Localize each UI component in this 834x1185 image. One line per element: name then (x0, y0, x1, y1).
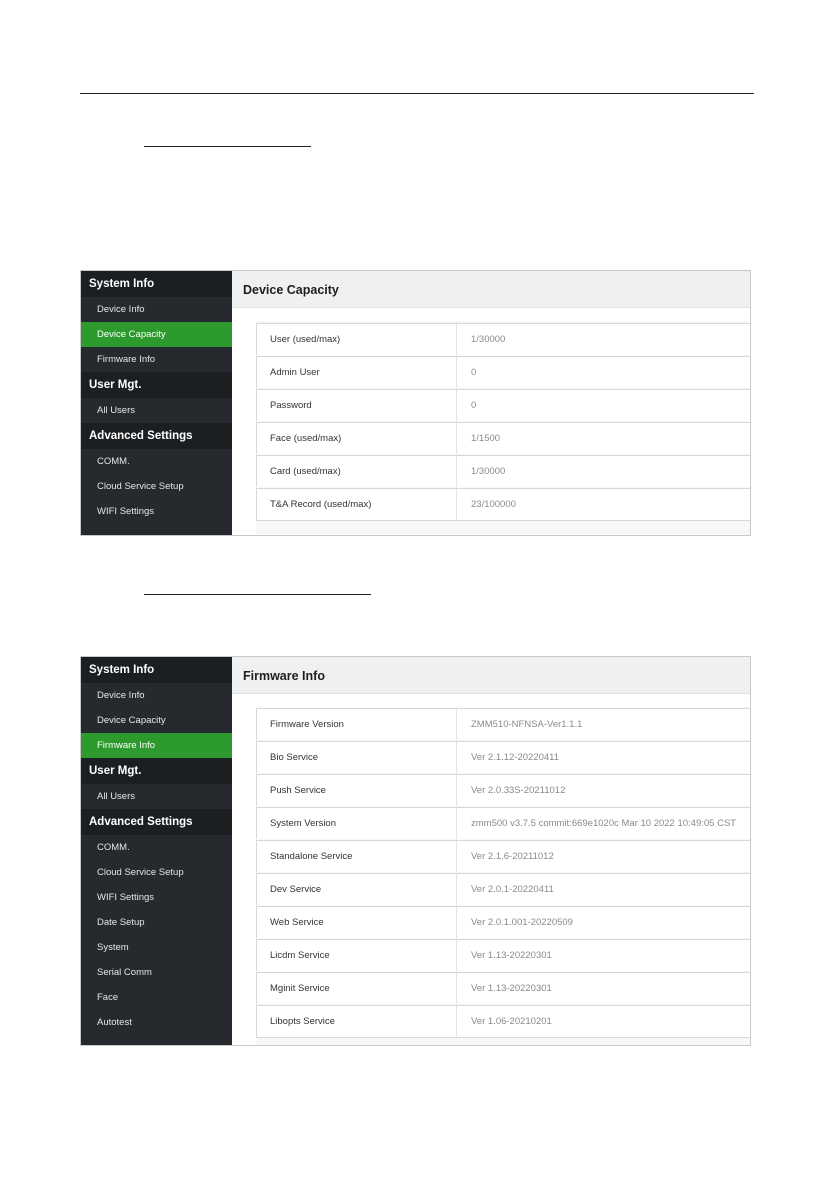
sidebar-item-serial-comm[interactable]: Serial Comm (97, 967, 152, 978)
row-value: zmm500 v3.7.5 commit:669e1020c Mar 10 2022 10:49:05 CST (471, 818, 737, 829)
sidebar-item-date-setup[interactable]: Date Setup (97, 917, 145, 928)
sidebar-item-cloud-service-setup[interactable]: Cloud Service Setup (97, 867, 184, 878)
row-label: Web Service (256, 907, 457, 938)
row-label: Password (256, 390, 457, 421)
table-row (256, 455, 750, 487)
main-content (232, 271, 750, 535)
row-label: Libopts Service (256, 1006, 457, 1037)
table-row (256, 906, 750, 938)
page-header-rule (80, 93, 754, 94)
row-value: 1/1500 (471, 433, 501, 444)
sidebar-item-comm[interactable]: COMM. (97, 456, 130, 467)
table-row (256, 323, 750, 355)
table-row (256, 488, 750, 521)
row-value: Ver 2.0.1.001-20220509 (471, 917, 573, 928)
sidebar-menu (81, 657, 232, 1045)
sidebar-item-wifi-settings[interactable]: WIFI Settings (97, 892, 155, 903)
sidebar-item-firmware-info[interactable]: Firmware Info (97, 354, 156, 365)
sidebar-item-firmware-info[interactable]: Firmware Info (81, 733, 232, 758)
table-row (256, 708, 750, 740)
sidebar-item-comm[interactable]: COMM. (97, 842, 130, 853)
table-row (256, 939, 750, 971)
sidebar-section-system-info[interactable]: System Info (81, 271, 232, 297)
row-label: Admin User (256, 357, 457, 388)
row-label: User (used/max) (256, 324, 457, 355)
sidebar-section-advanced-settings[interactable]: Advanced Settings (81, 809, 232, 835)
sidebar-item-wifi-settings[interactable]: WIFI Settings (97, 506, 155, 517)
row-value: 0 (471, 400, 477, 411)
hyperlink-underline (144, 594, 371, 595)
row-value: Ver 1.13-20220301 (471, 950, 552, 961)
table-row (256, 807, 750, 839)
sidebar-item-system[interactable]: System (97, 942, 129, 953)
sidebar-section-user-mgt[interactable]: User Mgt. (81, 758, 232, 784)
sidebar-item-face[interactable]: Face (97, 992, 119, 1003)
table-row (256, 873, 750, 905)
row-label: T&A Record (used/max) (256, 489, 457, 520)
row-value: ZMM510-NFNSA-Ver1.1.1 (471, 719, 583, 730)
device-capacity-screenshot (80, 270, 751, 536)
sidebar-item-autotest[interactable]: Autotest (97, 1017, 132, 1028)
row-value: Ver 2.1.6-20211012 (471, 851, 554, 862)
row-value: Ver 1.13-20220301 (471, 983, 552, 994)
page-title: Device Capacity (243, 283, 339, 297)
row-label: Push Service (256, 775, 457, 806)
row-value: Ver 2.1.12-20220411 (471, 752, 560, 763)
row-label: Standalone Service (256, 841, 457, 872)
row-value: 1/30000 (471, 466, 506, 477)
table-row (256, 422, 750, 454)
row-value: 0 (471, 367, 477, 378)
sidebar-item-device-capacity[interactable]: Device Capacity (81, 322, 232, 347)
sidebar-item-device-info[interactable]: Device Info (97, 304, 145, 315)
row-label: System Version (256, 808, 457, 839)
row-label: Firmware Version (256, 709, 457, 740)
table-row (256, 741, 750, 773)
row-value: Ver 1.06-20210201 (471, 1016, 552, 1027)
sidebar-item-device-capacity[interactable]: Device Capacity (97, 715, 166, 726)
row-label: Card (used/max) (256, 456, 457, 487)
row-label: Dev Service (256, 874, 457, 905)
table-row (256, 1005, 750, 1038)
sidebar-section-system-info[interactable]: System Info (81, 657, 232, 683)
firmware-info-screenshot (80, 656, 751, 1046)
sidebar-item-all-users[interactable]: All Users (97, 791, 136, 802)
row-value: 23/100000 (471, 499, 516, 510)
table-row (256, 972, 750, 1004)
sidebar-item-device-info[interactable]: Device Info (97, 690, 145, 701)
sidebar-item-cloud-service-setup[interactable]: Cloud Service Setup (97, 481, 184, 492)
row-value: Ver 2.0.1-20220411 (471, 884, 554, 895)
row-label: Licdm Service (256, 940, 457, 971)
row-value: 1/30000 (471, 334, 506, 345)
main-content (232, 657, 750, 1045)
row-value: Ver 2.0.33S-20211012 (471, 785, 566, 796)
table-row (256, 356, 750, 388)
sidebar-section-advanced-settings[interactable]: Advanced Settings (81, 423, 232, 449)
table-row (256, 840, 750, 872)
table-row (256, 389, 750, 421)
sidebar-section-user-mgt[interactable]: User Mgt. (81, 372, 232, 398)
row-label: Face (used/max) (256, 423, 457, 454)
sidebar-item-all-users[interactable]: All Users (97, 405, 136, 416)
page-title: Firmware Info (243, 669, 325, 683)
row-label: Mginit Service (256, 973, 457, 1004)
table-row (256, 774, 750, 806)
row-label: Bio Service (256, 742, 457, 773)
sidebar-menu (81, 271, 232, 535)
hyperlink-underline (144, 146, 311, 147)
